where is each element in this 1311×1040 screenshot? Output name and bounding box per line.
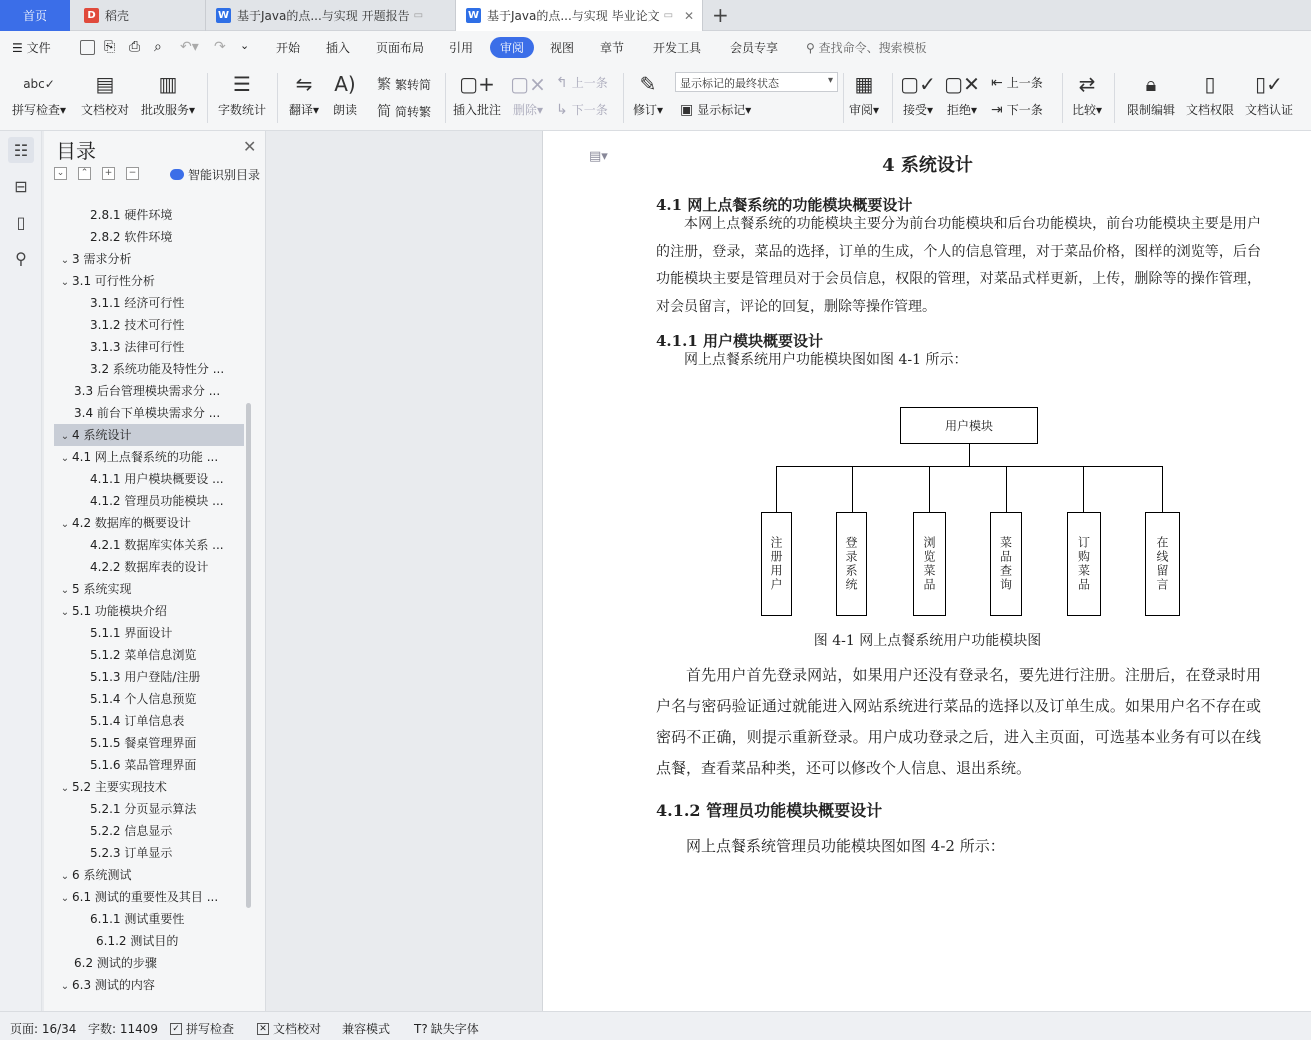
toc-item-label: 3.3 后台管理模块需求分 ... (74, 384, 221, 398)
toc-item-label: 3.2 系统功能及特性分 ... (90, 362, 225, 376)
delete-comment-label: 删除 (512, 103, 537, 117)
diagram-child-order: 订购菜品 (1067, 512, 1101, 616)
toc-item-label: 5.1 功能模块介绍 (72, 604, 167, 618)
toc-item[interactable] (54, 886, 244, 908)
tab-doc-thesis-label: 基于Java的点...与实现 毕业论文 (487, 9, 660, 23)
tab-doc-proposal[interactable] (205, 0, 450, 31)
toc-item[interactable] (54, 556, 244, 578)
toc-item[interactable] (54, 578, 244, 600)
chevron-down-icon[interactable]: ⌄ (60, 453, 70, 464)
toc-list (54, 186, 244, 1006)
batch-service-button[interactable]: ▥ 批改服务▾ (138, 69, 198, 118)
toc-item[interactable] (54, 358, 244, 380)
user-module-diagram (743, 401, 1203, 621)
print-preview-icon[interactable]: ⌕ (154, 39, 162, 55)
menu-references[interactable]: 引用 (449, 41, 474, 55)
diagram-child-message: 在线留言 (1145, 512, 1180, 616)
tab-doc-thesis[interactable] (455, 0, 703, 31)
remove-heading-icon[interactable]: − (126, 167, 139, 180)
prev-change-label: 上一条 (1006, 76, 1043, 90)
word-count-indicator[interactable]: 字数: 11409 (88, 1022, 159, 1036)
toc-item[interactable] (54, 710, 244, 732)
prev-change-icon: ⇤ (991, 74, 1003, 91)
section-heading-4-1-2: 4.1.2 管理员功能模块概要设计 (656, 801, 883, 820)
prev-comment-button[interactable] (556, 74, 608, 91)
toc-item-label: 5.1.1 界面设计 (90, 626, 173, 640)
collapse-all-icon[interactable]: ⌄ (54, 167, 67, 180)
toc-item-label: 5.1.4 订单信息表 (90, 714, 185, 728)
chevron-down-icon[interactable]: ⌄ (60, 277, 70, 288)
toc-item-label: 5.1.3 用户登陆/注册 (90, 670, 201, 684)
toc-item[interactable] (54, 842, 244, 864)
toc-item-label: 6.3 测试的内容 (72, 978, 155, 992)
format-painter-icon[interactable]: ⎘ (104, 39, 116, 55)
toc-item-label: 6.1.1 测试重要性 (90, 912, 185, 926)
toc-item[interactable] (54, 468, 244, 490)
toc-item[interactable] (54, 930, 244, 952)
chevron-down-icon[interactable]: ⌄ (60, 783, 70, 794)
toc-item[interactable] (54, 732, 244, 754)
next-change-button[interactable] (991, 101, 1043, 118)
chevron-down-icon[interactable]: ⌄ (60, 585, 70, 596)
connector-line (776, 466, 777, 512)
new-tab-icon[interactable]: + (712, 3, 729, 27)
compare-icon: ⇄ (1078, 72, 1096, 96)
toc-item[interactable] (54, 226, 244, 248)
smart-icon (170, 169, 184, 180)
menu-developer[interactable]: 开发工具 (653, 41, 702, 55)
show-markup-label: 显示标记 (697, 103, 746, 117)
spell-check-icon: ✓ (170, 1023, 182, 1035)
toc-item[interactable] (54, 402, 244, 424)
bookmark-icon[interactable]: ▯ (16, 212, 26, 232)
accept-change-icon: ▢✓ (900, 72, 936, 96)
next-change-icon: ⇥ (991, 101, 1003, 118)
status-doc-check-label: 文档校对 (273, 1022, 322, 1036)
chevron-down-icon[interactable]: ⌄ (60, 981, 70, 992)
toc-item-label: 6.2 测试的步骤 (74, 956, 157, 970)
diagram-child-register: 注册用户 (761, 512, 792, 616)
insert-comment-label: 插入批注 (452, 103, 501, 117)
menu-insert[interactable]: 插入 (326, 41, 351, 55)
status-bar (0, 1011, 1311, 1040)
screen-icon: ▭ (663, 10, 674, 21)
simp-to-trad-label: 简转繁 (395, 104, 432, 119)
certificate-icon: ▯✓ (1255, 72, 1283, 96)
missing-font-label: 缺失字体 (430, 1022, 479, 1036)
lock-icon: 🔒︎ (1145, 72, 1157, 96)
translate-button[interactable]: ⇋ 翻译▾ (284, 69, 324, 118)
tab-home[interactable] (0, 0, 70, 31)
toc-item[interactable] (54, 820, 244, 842)
batch-service-label: 批改服务 (140, 103, 189, 117)
toc-item-label: 3.1.3 法律可行性 (90, 340, 185, 354)
review-ribbon (0, 65, 1311, 131)
screen-icon: ▭ (413, 10, 424, 21)
redo-icon[interactable]: ↷ (214, 39, 226, 55)
file-menu[interactable]: ☰ 文件 (12, 41, 51, 55)
reject-change-button[interactable]: ▢✕ 拒绝▾ (944, 69, 980, 118)
toc-item-label: 4.2 数据库的概要设计 (72, 516, 191, 530)
toc-item[interactable] (54, 512, 244, 534)
doc-check-label: 文档校对 (80, 103, 129, 117)
nav-pane-strip (0, 131, 42, 1011)
toc-item-label: 5.2 主要实现技术 (72, 780, 167, 794)
menu-chapter[interactable]: 章节 (600, 41, 625, 55)
toc-item-label: 5.1.2 菜单信息浏览 (90, 648, 197, 662)
trad-to-simp-button[interactable] (377, 74, 431, 94)
section-heading-4-1: 4.1 网上点餐系统的功能模块概要设计 (656, 196, 913, 214)
figure-caption: 图 4-1 网上点餐系统用户功能模块图 (813, 633, 1042, 649)
separator (843, 73, 844, 123)
toc-item-label: 2.8.2 软件环境 (90, 230, 173, 244)
review-pane-button[interactable]: ▦ 审阅▾ (846, 69, 882, 118)
toc-item[interactable] (54, 776, 244, 798)
toc-item[interactable] (54, 622, 244, 644)
toc-item-label: 5.1.6 菜品管理界面 (90, 758, 197, 772)
toc-item-label: 4.2.2 数据库表的设计 (90, 560, 209, 574)
show-markup-icon: ▣ (680, 101, 694, 118)
toc-item[interactable] (54, 204, 244, 226)
restrict-editing-button[interactable] (1124, 69, 1178, 118)
toc-item-label: 4.2.1 数据库实体关系 ... (90, 538, 224, 552)
chevron-down-icon[interactable]: ⌄ (60, 607, 70, 618)
toc-item[interactable] (54, 864, 244, 886)
toc-item-label: 4.1.1 用户模块概要设 ... (90, 472, 224, 486)
doc-permission-label: 文档权限 (1185, 103, 1234, 117)
search-icon[interactable]: ⚲ (15, 248, 27, 268)
toc-item-label: 4 系统设计 (72, 428, 132, 442)
toc-item[interactable] (54, 952, 244, 974)
compare-label: 比较 (1071, 103, 1096, 117)
connector-line (969, 444, 970, 466)
connector-line (1083, 466, 1084, 512)
chevron-down-icon[interactable]: ⌄ (60, 893, 70, 904)
toc-item[interactable] (54, 600, 244, 622)
toc-item[interactable] (54, 534, 244, 556)
toc-item[interactable] (54, 380, 244, 402)
separator (445, 73, 446, 123)
toc-icon[interactable]: ☷ (8, 137, 34, 163)
paragraph-figure-ref-2: 网上点餐系统管理员功能模块图如图 4-2 所示： (686, 837, 1005, 855)
tab-daoke[interactable] (72, 0, 202, 31)
close-icon[interactable]: ✕ (243, 137, 257, 156)
page-indicator[interactable]: 页面: 16/34 (10, 1022, 77, 1036)
writer-doc-icon: W (467, 10, 480, 21)
chevron-down-icon[interactable]: ⌄ (60, 255, 70, 266)
doc-permission-button[interactable] (1183, 69, 1237, 118)
delete-comment-button[interactable]: ▢× 删除▾ (508, 69, 548, 118)
toc-item-label: 3 需求分析 (72, 252, 132, 266)
connector-line (1162, 466, 1163, 512)
toc-item-label: 6.1.2 测试目的 (96, 934, 179, 948)
read-aloud-button[interactable] (328, 69, 362, 118)
review-pane-label: 审阅 (848, 103, 873, 117)
paragraph-figure-ref-1: 网上点餐系统用户功能模块图如图 4-1 所示： (684, 352, 968, 368)
simp-to-trad-button[interactable] (377, 101, 431, 121)
read-aloud-icon: A) (334, 72, 356, 96)
toc-item-label: 5.2.2 信息显示 (90, 824, 173, 838)
daoke-icon: D (84, 8, 99, 23)
menu-view[interactable]: 视图 (550, 41, 575, 55)
diagram-root-box: 用户模块 (900, 407, 1038, 444)
trad-to-simp-label: 繁转简 (395, 77, 432, 92)
next-comment-label: 下一条 (571, 103, 608, 117)
trad-simp-icon: 繁 (377, 77, 391, 93)
toc-item-label: 3.4 前台下单模块需求分 ... (74, 406, 221, 420)
toc-item-label: 3.1.2 技术可行性 (90, 318, 185, 332)
tab-bar (0, 0, 1311, 31)
toc-item-label: 3.1.1 经济可行性 (90, 296, 185, 310)
doc-cert-button[interactable] (1242, 69, 1296, 118)
add-heading-icon[interactable]: + (102, 167, 115, 180)
separator (892, 73, 893, 123)
smart-toc-button[interactable] (170, 166, 260, 183)
toc-item-label: 5.2.3 订单显示 (90, 846, 173, 860)
toc-item[interactable] (54, 446, 244, 468)
toc-item[interactable] (54, 644, 244, 666)
translate-icon: ⇋ (295, 72, 313, 96)
chevron-down-icon[interactable]: ⌄ (60, 431, 70, 442)
section-heading-4-1-1: 4.1.1 用户模块概要设计 (656, 332, 823, 350)
track-changes-button[interactable]: ✎ 修订▾ (628, 69, 668, 118)
connector-line (929, 466, 930, 512)
menu-member[interactable]: 会员专享 (730, 41, 779, 55)
save-icon[interactable] (80, 40, 95, 55)
toc-item-label: 5.1.4 个人信息预览 (90, 692, 197, 706)
toc-item[interactable] (54, 974, 244, 996)
page-marker-icon[interactable]: ▤▾ (589, 149, 608, 164)
missing-font-button[interactable] (414, 1020, 479, 1037)
toc-item[interactable] (54, 424, 244, 446)
toc-scrollbar[interactable] (246, 403, 251, 908)
smart-toc-label: 智能识别目录 (188, 168, 261, 182)
toc-item[interactable] (54, 688, 244, 710)
chevron-down-icon[interactable]: ⌄ (60, 519, 70, 530)
reject-change-icon: ▢✕ (944, 72, 980, 96)
word-count-label: 字数统计 (217, 103, 266, 117)
translate-label: 翻译 (288, 103, 313, 117)
prev-change-button[interactable] (991, 74, 1043, 91)
show-markup-button[interactable]: ▣ 显示标记 ▾ (680, 101, 752, 118)
prev-comment-label: 上一条 (571, 76, 608, 90)
simp-trad-icon: 简 (377, 104, 391, 120)
track-changes-icon: ✎ (639, 72, 657, 96)
doc-check-button[interactable] (78, 69, 132, 118)
document-area (266, 131, 1311, 1011)
doc-check-icon: ✕ (257, 1023, 269, 1035)
connector-line (1006, 466, 1007, 512)
toc-panel (44, 131, 266, 1011)
file-menu-label: 文件 (26, 41, 51, 55)
markup-state-value: 显示标记的最终状态 (680, 77, 779, 90)
spell-check-icon: abc✓ (23, 77, 55, 91)
menu-review[interactable]: 审阅 (490, 37, 534, 58)
compare-button[interactable]: ⇄ 比较▾ (1068, 69, 1106, 118)
toc-item[interactable] (54, 754, 244, 776)
word-count-button[interactable] (215, 69, 269, 118)
review-pane-icon: ▦ (854, 72, 874, 96)
status-spell-label: 拼写检查 (186, 1022, 235, 1036)
toc-item[interactable] (54, 292, 244, 314)
accept-change-button[interactable]: ▢✓ 接受▾ (900, 69, 936, 118)
accept-change-label: 接受 (902, 103, 927, 117)
paragraph-login-flow: 首先用户首先登录网站，如果用户还没有登录名，要先进行注册。注册后，在登录时用户名与密码验证通过就能进入网站系统进行菜品的选择以及订单生成。如果用户名不存在或密码不正确，则提示重新登录。用户成功登录之后，进入主页面，可选基本业务有可以在线点餐，查看菜品种类，还可以修改个人信息、退出系统。 (656, 666, 1261, 777)
permission-icon: ▯ (1204, 72, 1216, 96)
toc-item-label: 4.1 网上点餐系统的功能 ... (72, 450, 219, 464)
menu-bar (0, 31, 1311, 65)
separator (207, 73, 208, 123)
restrict-editing-label: 限制编辑 (1126, 103, 1175, 117)
delete-comment-icon: ▢× (510, 72, 546, 96)
chapter-nav-icon[interactable]: ⊟ (14, 176, 28, 196)
insert-comment-button[interactable] (451, 69, 503, 118)
menu-start[interactable]: 开始 (276, 41, 301, 55)
insert-comment-icon: ▢+ (459, 72, 495, 96)
command-search[interactable] (806, 39, 927, 56)
toc-item[interactable] (54, 336, 244, 358)
print-icon[interactable]: ⎙ (129, 39, 141, 55)
command-search-placeholder: 查找命令、搜索模板 (818, 41, 927, 55)
toc-title: 目录 (56, 139, 96, 163)
connector-line (776, 466, 1163, 467)
toc-item[interactable] (54, 270, 244, 292)
toc-item-label: 6 系统测试 (72, 868, 132, 882)
search-icon: ⚲ (806, 41, 815, 55)
toc-item-label: 2.8.1 硬件环境 (90, 208, 173, 222)
document-page[interactable] (542, 131, 1311, 1011)
prev-comment-icon: ↰ (556, 74, 568, 91)
spell-check-button[interactable]: abc✓ 拼写检查▾ (10, 69, 68, 118)
status-doc-check[interactable] (257, 1020, 321, 1037)
menu-layout[interactable]: 页面布局 (376, 41, 425, 55)
tab-daoke-label: 稻壳 (105, 9, 130, 23)
toc-item[interactable] (54, 314, 244, 336)
toc-item[interactable] (54, 666, 244, 688)
next-change-label: 下一条 (1006, 103, 1043, 117)
diagram-child-browse: 浏览菜品 (913, 512, 946, 616)
status-spell-check[interactable] (170, 1020, 234, 1037)
doc-cert-label: 文档认证 (1244, 103, 1293, 117)
toc-item-label: 5.1.5 餐桌管理界面 (90, 736, 197, 750)
separator (277, 73, 278, 123)
undo-icon[interactable]: ↶▾ (180, 39, 199, 55)
toc-item-label: 5 系统实现 (72, 582, 132, 596)
doc-check-icon: ▤ (95, 72, 115, 96)
expand-all-icon[interactable]: ⌃ (78, 167, 91, 180)
diagram-child-query: 菜品查询 (990, 512, 1022, 616)
diagram-child-login: 登录系统 (836, 512, 867, 616)
toc-item-label: 4.1.2 管理员功能模块 ... (90, 494, 224, 508)
chapter-heading: 4 系统设计 (882, 155, 973, 176)
read-aloud-label: 朗读 (332, 103, 357, 117)
tab-doc-proposal-label: 基于Java的点...与实现 开题报告 (237, 9, 410, 23)
chevron-down-icon[interactable]: ⌄ (60, 871, 70, 882)
missing-font-icon: T? (414, 1021, 428, 1036)
toc-item[interactable] (54, 248, 244, 270)
batch-service-icon: ▥ (158, 72, 178, 96)
customize-toolbar-icon[interactable]: ⌄ (240, 39, 250, 52)
spell-check-label: 拼写检查 (11, 103, 60, 117)
toc-item-label: 6.1 测试的重要性及其目 ... (72, 890, 219, 904)
connector-line (852, 466, 853, 512)
tab-home-label: 首页 (22, 9, 47, 23)
toc-item[interactable] (54, 798, 244, 820)
close-tab-icon[interactable]: ✕ (683, 8, 694, 23)
separator (623, 73, 624, 123)
toc-item-label: 5.2.1 分页显示算法 (90, 802, 197, 816)
compat-mode: 兼容模式 (342, 1022, 391, 1036)
reject-change-label: 拒绝 (946, 103, 971, 117)
writer-doc-icon: W (217, 10, 230, 21)
track-changes-label: 修订 (632, 103, 657, 117)
toc-item-label: 3.1 可行性分析 (72, 274, 155, 288)
markup-state-select[interactable] (675, 72, 838, 92)
next-comment-icon: ↳ (556, 101, 568, 118)
next-comment-button[interactable] (556, 101, 608, 118)
separator (1114, 73, 1115, 123)
separator (1062, 73, 1063, 123)
toc-item[interactable] (54, 490, 244, 512)
toc-item[interactable] (54, 908, 244, 930)
paragraph-intro: 本网上点餐系统的功能模块主要分为前台功能模块和后台功能模块，前台功能模块主要是用户的注册，登录，菜品的选择，订单的生成，个人的信息管理，对于菜品价格，图样的浏览等，后台功能模块主要是管理员对于会员信息，权限的管理，对菜品式样更新，上传，删除等的操作管理，对会员留言，评论的回复，删除等操作管理。 (656, 216, 1261, 315)
word-count-icon: ☰ (233, 72, 251, 96)
